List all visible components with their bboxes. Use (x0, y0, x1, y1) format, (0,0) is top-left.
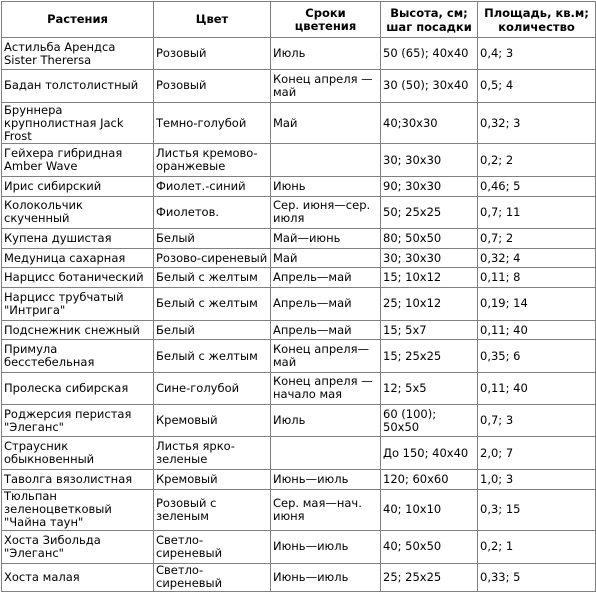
table-row (2, 563, 596, 591)
cell-plant: Астильба Арендса Sister Therersa (2, 38, 154, 70)
cell-bloom: Май (271, 248, 381, 268)
cell-height-spacing: 30; 30х30 (381, 144, 478, 176)
cell-color: Кремовый (154, 405, 271, 437)
header-plants: Растения (2, 2, 154, 38)
header-area-count: Площадь, кв.м; количество (478, 2, 596, 38)
cell-color: Белый (154, 320, 271, 340)
table-row (2, 196, 596, 228)
table-row (2, 228, 596, 248)
cell-area-count: 0,32; 4 (478, 248, 596, 268)
table-row (2, 144, 596, 176)
cell-bloom: Июнь—июль (271, 469, 381, 489)
cell-height-spacing: 50 (65); 40х40 (381, 38, 478, 70)
table-row (2, 469, 596, 489)
cell-bloom: Июнь—июль (271, 531, 381, 563)
cell-height-spacing: 120; 60х60 (381, 469, 478, 489)
table-row (2, 176, 596, 196)
cell-plant: Роджерсия перистая "Элеганс" (2, 405, 154, 437)
plants-table (1, 1, 596, 592)
cell-height-spacing: 50; 25х25 (381, 196, 478, 228)
cell-bloom: Июль (271, 405, 381, 437)
table-row (2, 372, 596, 404)
table-row (2, 288, 596, 320)
cell-plant: Пролеска сибирская (2, 372, 154, 404)
cell-height-spacing: 60 (100); 50х50 (381, 405, 478, 437)
cell-bloom: Апрель—май (271, 320, 381, 340)
cell-plant: Бруннера крупнолистная Jack Frost (2, 102, 154, 144)
cell-plant: Страусник обыкновенный (2, 437, 154, 469)
cell-height-spacing: 30; 30х30 (381, 248, 478, 268)
cell-color: Темно-голубой (154, 102, 271, 144)
cell-height-spacing: 40; 50х50 (381, 531, 478, 563)
table-row (2, 70, 596, 102)
cell-area-count: 0,11; 8 (478, 268, 596, 288)
cell-height-spacing: 12; 5х5 (381, 372, 478, 404)
cell-bloom: Июнь (271, 176, 381, 196)
cell-plant: Медуница сахарная (2, 248, 154, 268)
cell-area-count: 0,7; 2 (478, 228, 596, 248)
cell-area-count: 0,11; 40 (478, 320, 596, 340)
table-row (2, 340, 596, 372)
header-height-spacing: Высота, см; шаг посадки (381, 2, 478, 38)
table-row (2, 405, 596, 437)
table-row (2, 320, 596, 340)
cell-area-count: 0,4; 3 (478, 38, 596, 70)
table-row (2, 38, 596, 70)
cell-bloom: Сер. мая—нач. июня (271, 489, 381, 531)
cell-area-count: 0,33; 5 (478, 563, 596, 591)
cell-color: Сине-голубой (154, 372, 271, 404)
table-body (2, 38, 596, 592)
cell-plant: Хоста малая (2, 563, 154, 591)
cell-height-spacing: 40;30х30 (381, 102, 478, 144)
cell-color: Листья ярко-зеленые (154, 437, 271, 469)
cell-area-count: 0,35; 6 (478, 340, 596, 372)
cell-height-spacing: 90; 30х30 (381, 176, 478, 196)
table-row (2, 437, 596, 469)
cell-area-count: 0,2; 1 (478, 531, 596, 563)
cell-height-spacing: 40; 10х10 (381, 489, 478, 531)
cell-color: Светло-сиреневый (154, 531, 271, 563)
cell-area-count: 0,7; 3 (478, 405, 596, 437)
cell-plant: Ирис сибирский (2, 176, 154, 196)
table-row (2, 268, 596, 288)
header-color: Цвет (154, 2, 271, 38)
cell-height-spacing: 30 (50); 30х40 (381, 70, 478, 102)
cell-plant: Гейхера гибридная Amber Wave (2, 144, 154, 176)
cell-plant: Нарцисс ботанический (2, 268, 154, 288)
cell-bloom: Конец апреля — май (271, 70, 381, 102)
cell-plant: Колокольчик скученный (2, 196, 154, 228)
cell-height-spacing: 15; 25х25 (381, 340, 478, 372)
cell-plant: Таволга вязолистная (2, 469, 154, 489)
cell-height-spacing: 15; 5х7 (381, 320, 478, 340)
cell-bloom: Конец апреля—май (271, 340, 381, 372)
cell-height-spacing: 25; 25х25 (381, 563, 478, 591)
cell-area-count: 0,7; 11 (478, 196, 596, 228)
cell-color: Фиолетов. (154, 196, 271, 228)
cell-bloom (271, 144, 381, 176)
cell-color: Кремовый (154, 469, 271, 489)
cell-plant: Примула бесстебельная (2, 340, 154, 372)
table-row (2, 248, 596, 268)
cell-area-count: 0,32; 3 (478, 102, 596, 144)
cell-plant: Бадан толстолистный (2, 70, 154, 102)
cell-height-spacing: 15; 10х12 (381, 268, 478, 288)
cell-bloom (271, 437, 381, 469)
cell-color: Белый с желтым (154, 340, 271, 372)
cell-color: Розовый (154, 38, 271, 70)
cell-area-count: 1,0; 3 (478, 469, 596, 489)
cell-color: Белый с желтым (154, 268, 271, 288)
cell-height-spacing: 25; 10х12 (381, 288, 478, 320)
table-row (2, 102, 596, 144)
cell-area-count: 2,0; 7 (478, 437, 596, 469)
cell-color: Фиолет.-синий (154, 176, 271, 196)
cell-bloom: Май—июнь (271, 228, 381, 248)
cell-color: Розовый с зеленым (154, 489, 271, 531)
cell-plant: Нарцисс трубчатый "Интрига" (2, 288, 154, 320)
cell-plant: Подснежник снежный (2, 320, 154, 340)
cell-plant: Тюльпан зеленоцветковый "Чайна таун" (2, 489, 154, 531)
cell-color: Розово-сиреневый (154, 248, 271, 268)
cell-area-count: 0,2; 2 (478, 144, 596, 176)
cell-height-spacing: До 150; 40х40 (381, 437, 478, 469)
cell-bloom: Май (271, 102, 381, 144)
cell-color: Розовый (154, 70, 271, 102)
cell-plant: Купена душистая (2, 228, 154, 248)
cell-bloom: Апрель—май (271, 268, 381, 288)
cell-color: Белый с желтым (154, 288, 271, 320)
cell-color: Светло-сиреневый (154, 563, 271, 591)
cell-bloom: Апрель—май (271, 288, 381, 320)
cell-bloom: Конец апреля —начало мая (271, 372, 381, 404)
header-row (2, 2, 596, 38)
cell-area-count: 0,46; 5 (478, 176, 596, 196)
cell-area-count: 0,11; 40 (478, 372, 596, 404)
cell-plant: Хоста Зибольда "Элеганс" (2, 531, 154, 563)
cell-bloom: Сер. июня—сер. июля (271, 196, 381, 228)
cell-bloom: Июнь—июль (271, 563, 381, 591)
table-row (2, 489, 596, 531)
header-bloom-period: Сроки цветения (271, 2, 381, 38)
table-row (2, 531, 596, 563)
cell-height-spacing: 80; 50х50 (381, 228, 478, 248)
cell-color: Листья кремово-оранжевые (154, 144, 271, 176)
cell-area-count: 0,3; 15 (478, 489, 596, 531)
cell-bloom: Июль (271, 38, 381, 70)
cell-area-count: 0,5; 4 (478, 70, 596, 102)
cell-area-count: 0,19; 14 (478, 288, 596, 320)
cell-color: Белый (154, 228, 271, 248)
